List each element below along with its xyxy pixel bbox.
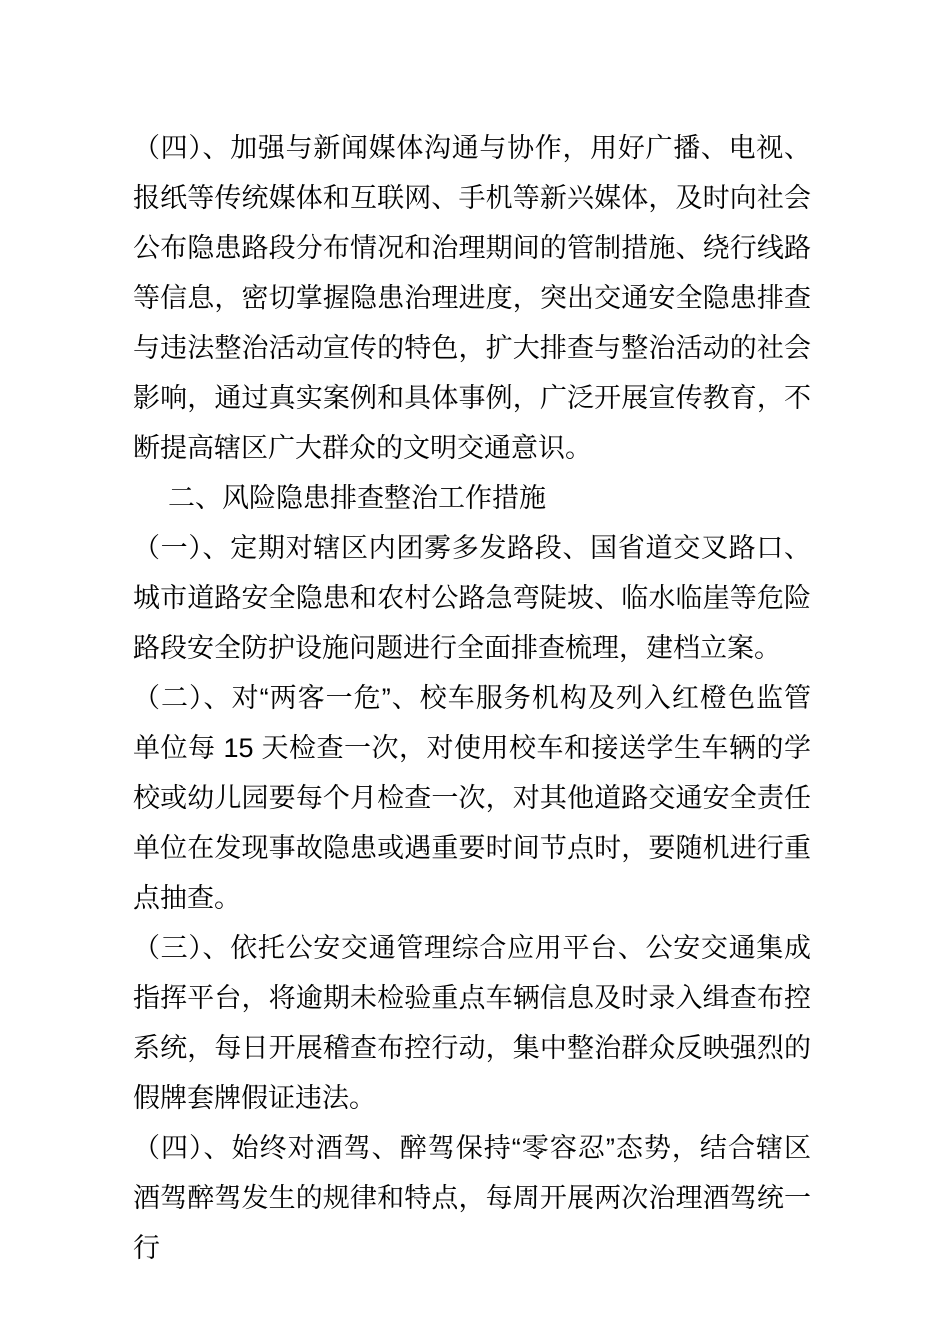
paragraph-road-hazard-survey: （一）、定期对辖区内团雾多发路段、国省道交叉路口、城市道路安全隐患和农村公路急弯陡坡、临水临崖等危险路段安全防护设施问题进行全面排查梳理，建档立案。 bbox=[133, 533, 811, 663]
paragraph-drunk-driving: （四）、始终对酒驾、醉驾保持“零容忍”态势，结合辖区酒驾醉驾发生的规律和特点，每周开展两次治理酒驾统一行 bbox=[133, 1133, 811, 1263]
paragraph-vehicle-inspection: （二）、对“两客一危”、校车服务机构及列入红橙色监管单位每 15 天检查一次，对使用校车和接送学生车辆的学校或幼儿园要每个月检查一次，对其他道路交通安全责任单位在发现事故隐患或遇重要时间节点时，要随机进行重点抽查。 bbox=[133, 683, 811, 913]
document-body bbox=[133, 123, 811, 1273]
paragraph-media-publicity: （四）、加强与新闻媒体沟通与协作，用好广播、电视、报纸等传统媒体和互联网、手机等新兴媒体，及时向社会公布隐患路段分布情况和治理期间的管制措施、绕行线路等信息，密切掌握隐患治理进度，突出交通安全隐患排查与违法整治活动宣传的特色，扩大排查与整治活动的社会影响，通过真实案例和具体事例，广泛开展宣传教育，不断提高辖区广大群众的文明交通意识。 bbox=[133, 133, 811, 463]
section-heading-risk-hazard-measures: 二、风险隐患排查整治工作措施 bbox=[168, 483, 546, 513]
paragraph-platform-control: （三）、依托公安交通管理综合应用平台、公安交通集成指挥平台，将逾期未检验重点车辆信息及时录入缉查布控系统，每日开展稽查布控行动，集中整治群众反映强烈的假牌套牌假证违法。 bbox=[133, 933, 811, 1113]
